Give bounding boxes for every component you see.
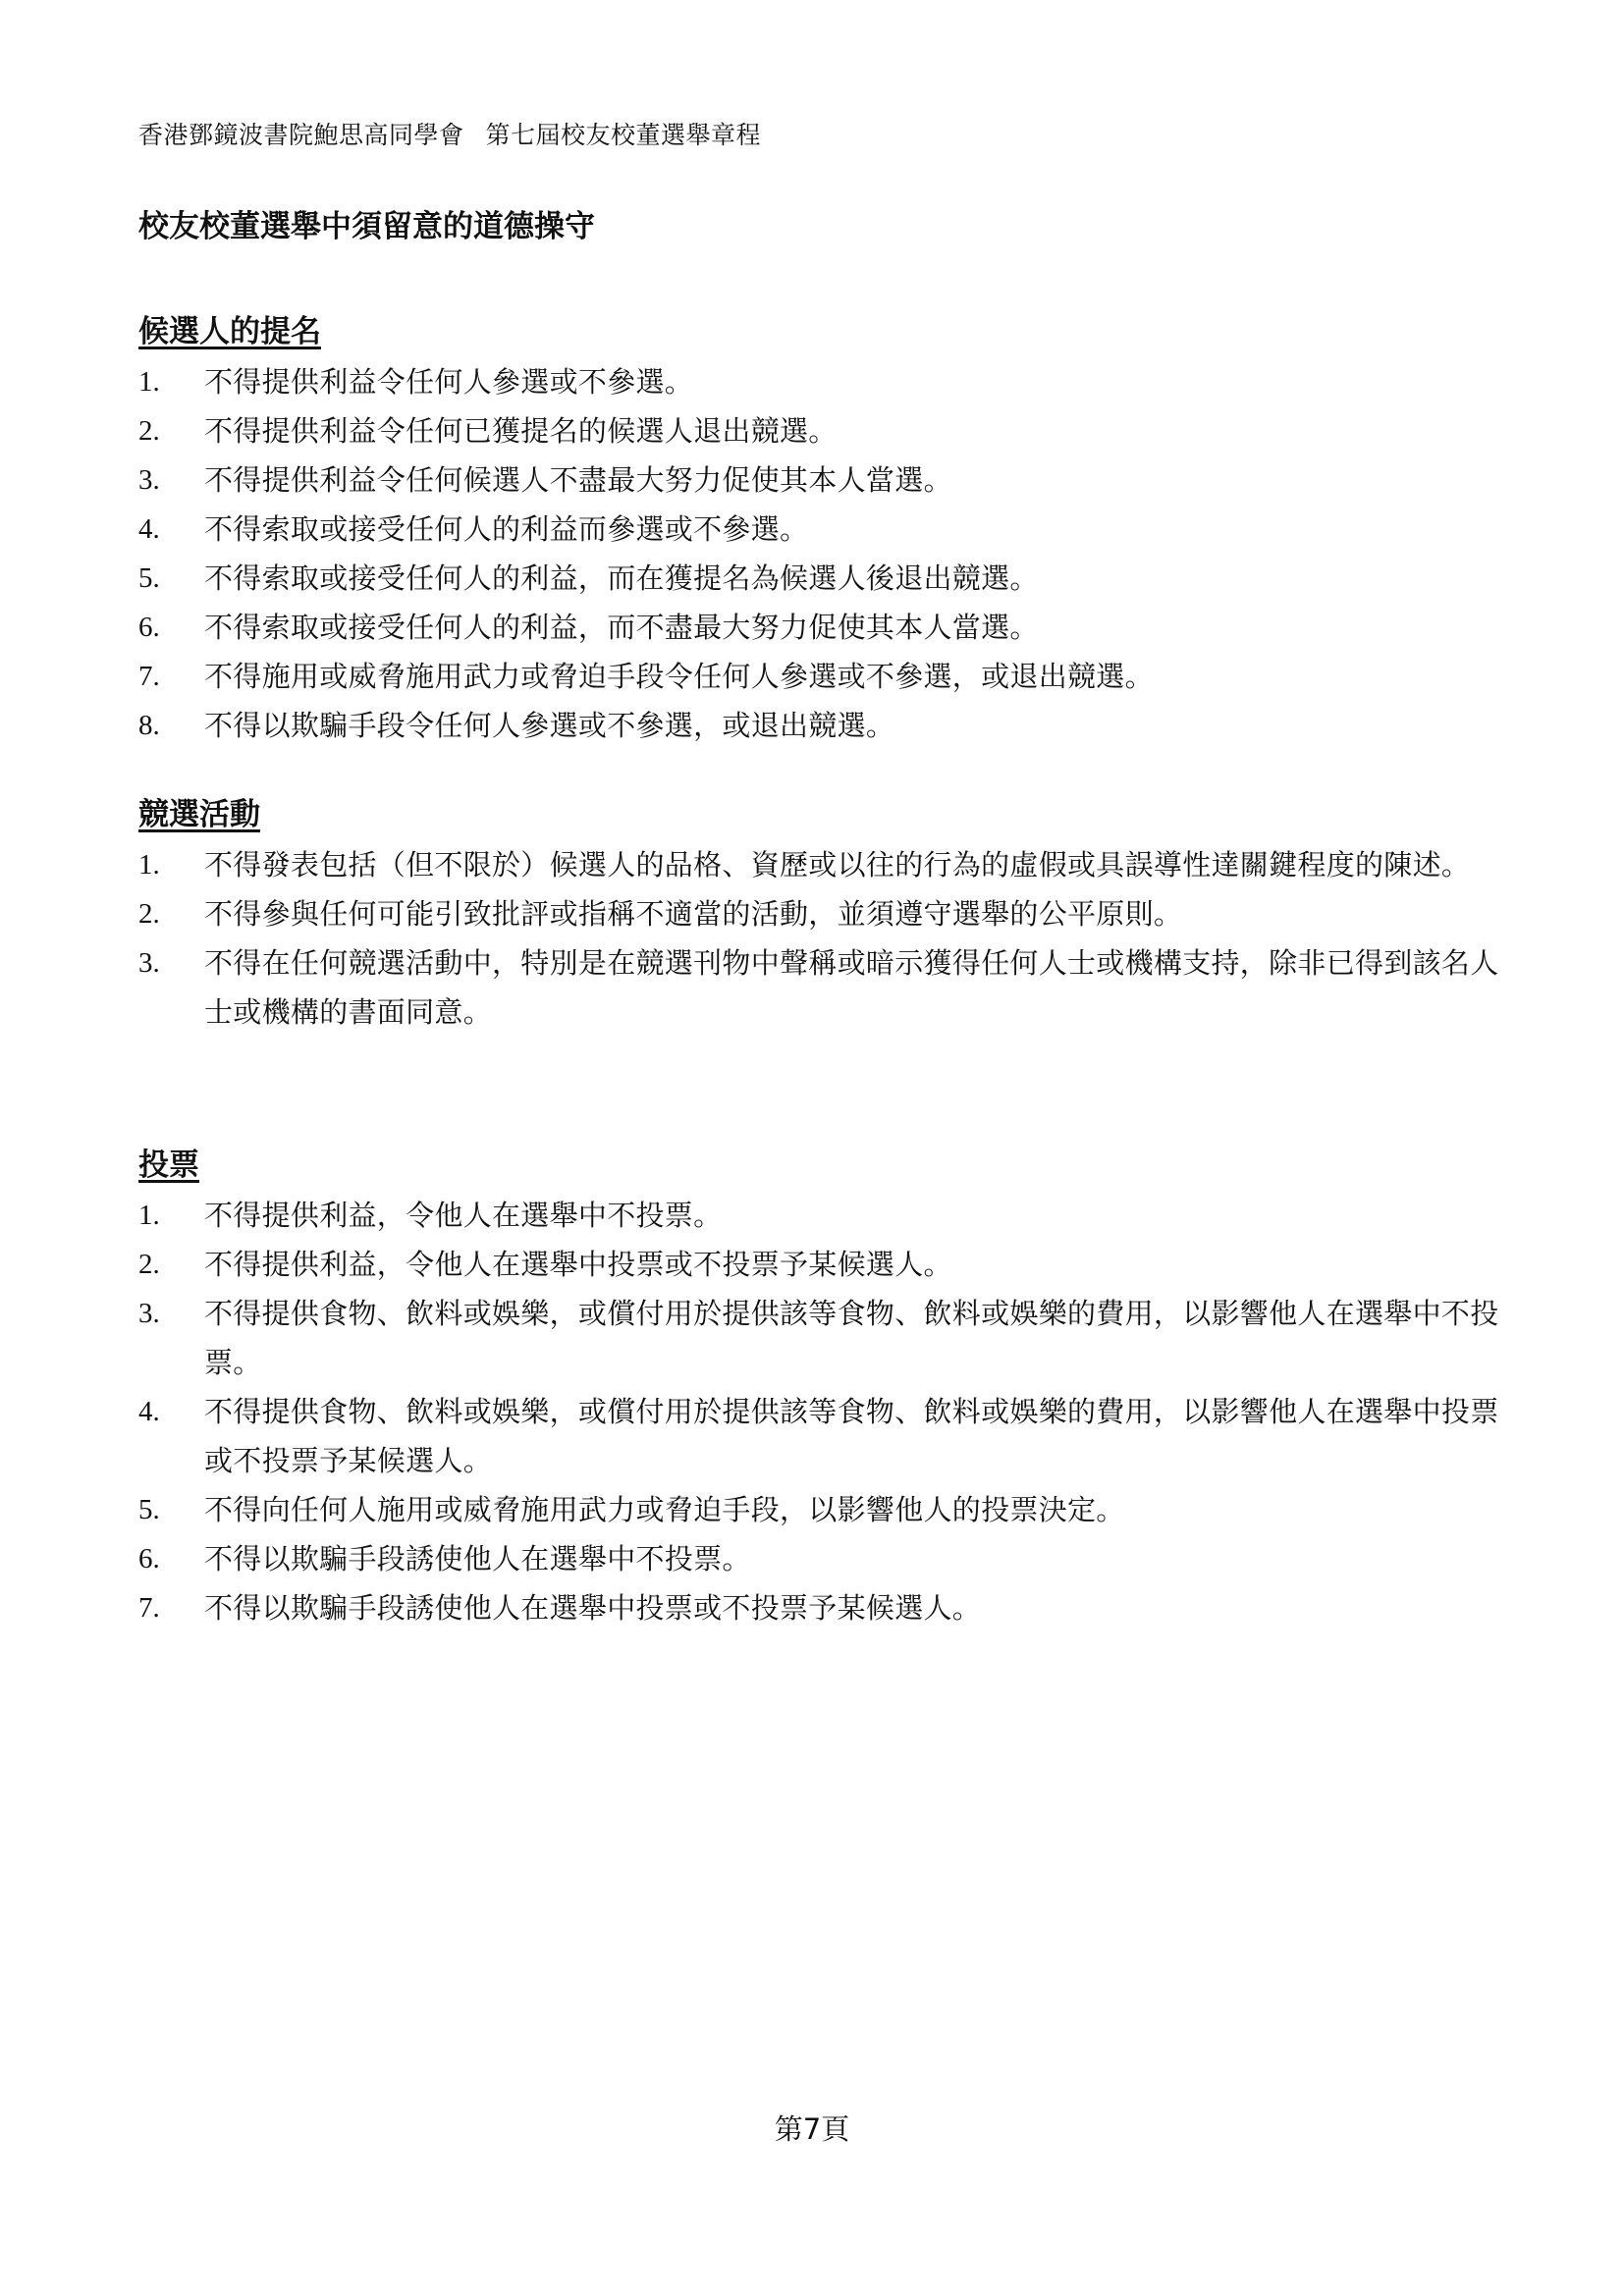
rule-item [138, 1191, 1513, 1240]
rule-number: 3. [138, 464, 160, 496]
rule-number: 2. [138, 415, 160, 447]
rule-number: 8. [138, 710, 160, 741]
rule-item [138, 455, 1513, 505]
rule-text: 不得參與任何可能引致批評或指稱不適當的活動，並須遵守選舉的公平原則。 [204, 897, 1183, 931]
rule-item [138, 889, 1513, 938]
section-heading: 投票 [138, 1148, 199, 1183]
rule-text: 不得以欺騙手段令任何人參選或不參選，或退出競選。 [204, 709, 895, 742]
rule-number: 4. [138, 513, 160, 545]
rule-number: 1. [138, 366, 160, 398]
section-heading: 競選活動 [138, 797, 260, 832]
header-document-name: 第七屆校友校董選舉章程 [485, 121, 762, 149]
rule-item [138, 938, 1513, 1037]
rule-number: 7. [138, 1592, 160, 1624]
rule-text: 不得向任何人施用或威脅施用武力或脅迫手段，以影響他人的投票決定。 [204, 1493, 1125, 1526]
rule-text: 不得索取或接受任何人的利益，而不盡最大努力促使其本人當選。 [204, 611, 1039, 644]
rule-list [138, 1191, 1513, 1632]
rule-item [138, 406, 1513, 455]
rule-number: 5. [138, 1494, 160, 1525]
rule-number: 2. [138, 1249, 160, 1280]
rule-text: 不得提供食物、飲料或娛樂，或償付用於提供該等食物、飲料或娛樂的費用，以影響他人在選舉中不投票。 [204, 1297, 1499, 1379]
rule-number: 3. [138, 1298, 160, 1329]
rule-item [138, 1485, 1513, 1534]
page-number: 第7頁 [774, 2112, 850, 2146]
section-heading: 候選人的提名 [138, 314, 321, 349]
rule-number: 4. [138, 1396, 160, 1427]
rule-number: 2. [138, 898, 160, 930]
document-title: 校友校董選舉中須留意的道德操守 [138, 209, 595, 244]
rule-text: 不得以欺騙手段誘使他人在選舉中不投票。 [204, 1542, 751, 1575]
rule-text: 不得提供食物、飲料或娛樂，或償付用於提供該等食物、飲料或娛樂的費用，以影響他人在選舉中投票或不投票予某候選人。 [204, 1395, 1499, 1477]
rule-text: 不得提供利益令任何候選人不盡最大努力促使其本人當選。 [204, 463, 952, 497]
rule-list [138, 840, 1513, 1037]
rule-item [138, 1387, 1513, 1485]
rule-text: 不得施用或威脅施用武力或脅迫手段令任何人參選或不參選，或退出競選。 [204, 660, 1154, 693]
running-header [138, 116, 761, 151]
rule-list [138, 357, 1513, 750]
rule-item [138, 1289, 1513, 1387]
rule-text: 不得索取或接受任何人的利益，而在獲提名為候選人後退出競選。 [204, 561, 1039, 595]
rule-number: 5. [138, 562, 160, 594]
rule-text: 不得提供利益令任何已獲提名的候選人退出競選。 [204, 414, 838, 448]
rule-text: 不得提供利益，令他人在選舉中投票或不投票予某候選人。 [204, 1248, 952, 1281]
rule-text: 不得提供利益，令他人在選舉中不投票。 [204, 1199, 723, 1232]
rule-number: 7. [138, 661, 160, 692]
rule-text: 不得發表包括（但不限於）候選人的品格、資歷或以往的行為的虛假或具誤導性達關鍵程度的陳述。 [204, 848, 1471, 881]
rule-item [138, 652, 1513, 701]
rule-text: 不得以欺騙手段誘使他人在選舉中投票或不投票予某候選人。 [204, 1591, 982, 1625]
rule-number: 6. [138, 612, 160, 643]
rule-item [138, 554, 1513, 603]
section-candidate-nomination [138, 310, 1513, 750]
rule-number: 1. [138, 1200, 160, 1231]
rule-item [138, 1583, 1513, 1632]
rule-item [138, 1240, 1513, 1289]
rule-item [138, 1534, 1513, 1583]
rule-item [138, 505, 1513, 554]
section-campaign-activities [138, 793, 1513, 1037]
rule-number: 6. [138, 1543, 160, 1575]
rule-text: 不得在任何競選活動中，特別是在競選刊物中聲稱或暗示獲得任何人士或機構支持，除非已得到該名人士或機構的書面同意。 [204, 946, 1499, 1029]
rule-item [138, 840, 1513, 889]
rule-item [138, 701, 1513, 750]
rule-item [138, 603, 1513, 652]
rule-text: 不得提供利益令任何人參選或不參選。 [204, 365, 694, 399]
rule-number: 3. [138, 947, 160, 979]
rule-item [138, 357, 1513, 406]
header-organization: 香港鄧鏡波書院鮑思高同學會 [138, 121, 464, 149]
section-voting [138, 1144, 1513, 1632]
rule-number: 1. [138, 849, 160, 881]
rule-text: 不得索取或接受任何人的利益而參選或不參選。 [204, 512, 809, 546]
